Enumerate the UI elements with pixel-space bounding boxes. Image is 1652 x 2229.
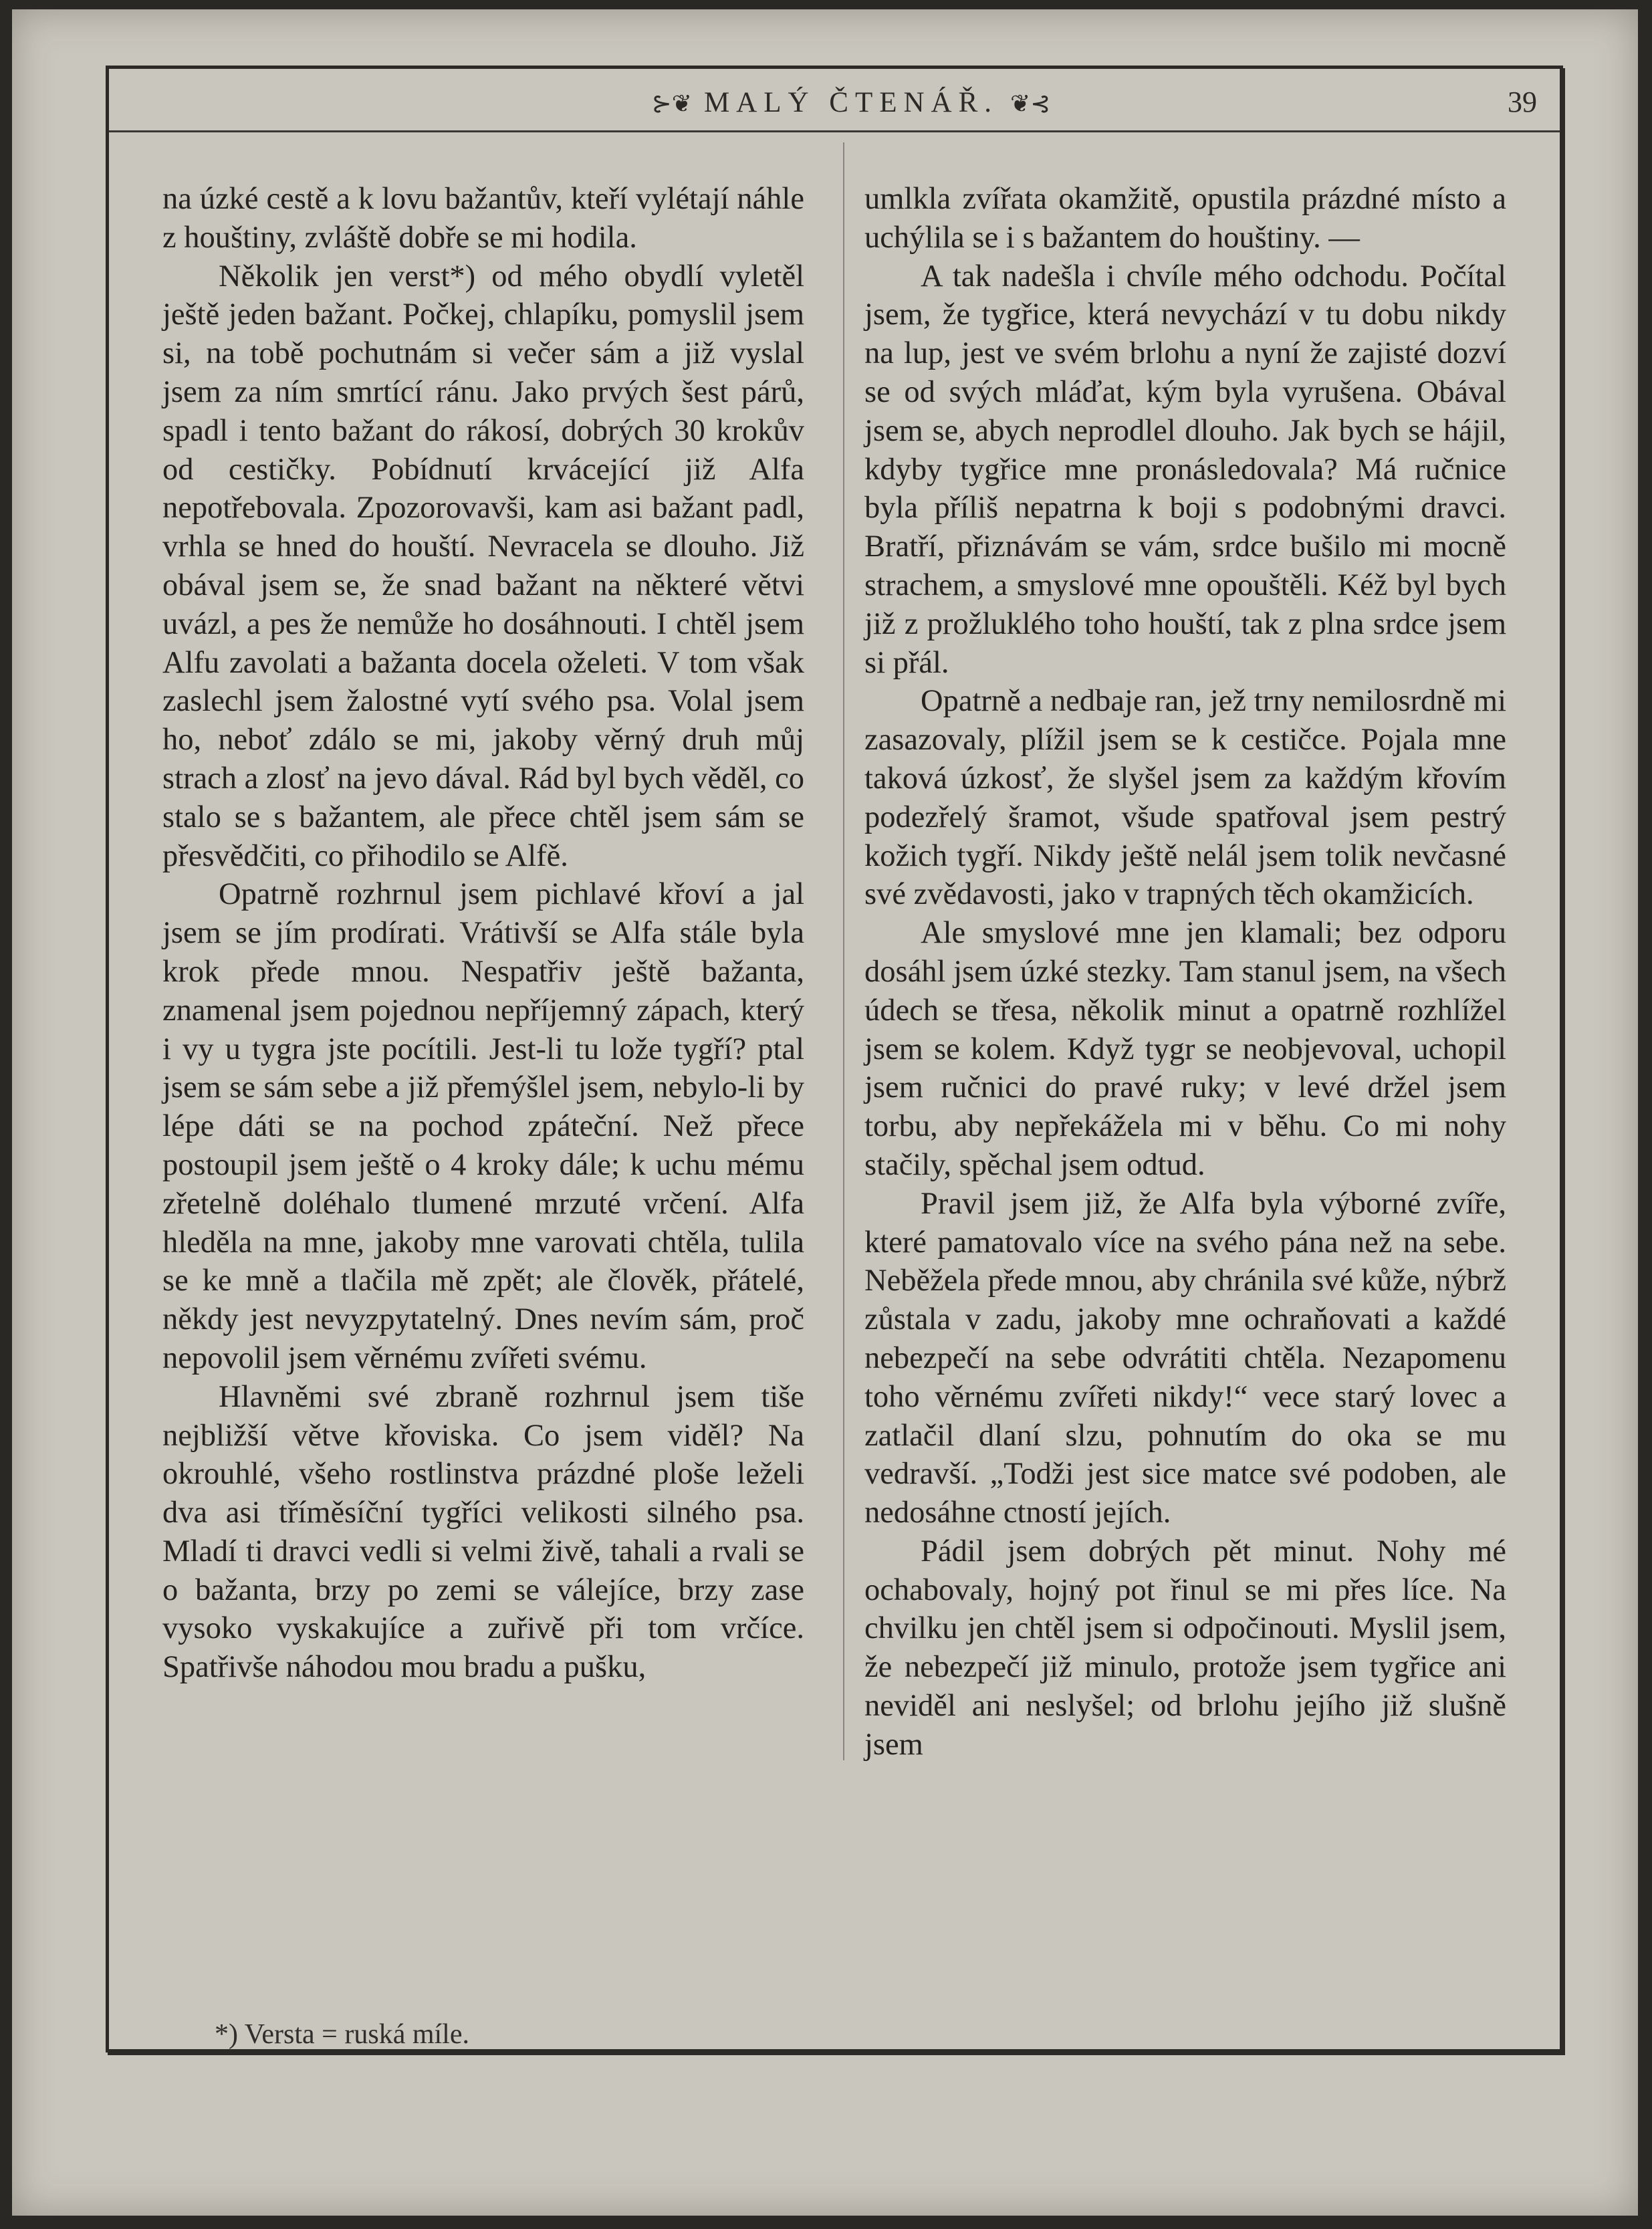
- running-header: [109, 69, 1560, 132]
- title-text: MALÝ ČTENÁŘ.: [703, 87, 999, 118]
- paragraph: Opatrně a nedbaje ran, jež trny nemilosrdně mi zasazovaly, plížil jsem se k cestičce. Pojala mne taková úzkosť, že slyšel jsem za každým křovím podezřelý šramot, všude spatřoval jsem pestrý kožich tygří. Nikdy ještě nelál jsem tolik nevčasné své zvědavosti, jako v trapných těch okamžicích.: [864, 684, 1506, 912]
- page-number: 39: [1508, 86, 1537, 118]
- ornament-right-icon: ❦⊰: [1010, 90, 1051, 117]
- column-divider: [843, 142, 844, 1760]
- ornament-left-icon: ⊱❦: [651, 90, 692, 117]
- paragraph: umlkla zvířata okamžitě, opustila prázdné místo a uchýlila se i s bažantem do houštiny. —: [864, 182, 1506, 255]
- paragraph: Několik jen verst*) od mého obydlí vyletěl ještě jeden bažant. Počkej, chlapíku, pomyslil jsem si, na tobě pochutnám si večer sám a již vyslal jsem za ním smrtící ránu. Jako prvých šest párů, spadl i tento bažant do rákosí, dobrých 30 krokův od cestičky. Pobídnutí krvácející již Alfa nepotřebovala. Zpozorovavši, kam asi bažant padl, vrhla se hned do houští. Nevracela se dlouho. Již obával jsem se, že snad bažant na některé větvi uvázl, a pes že nemůže ho dosáhnouti. I chtěl jsem Alfu zavolati a bažanta docela oželeti. V tom však zaslechl jsem žalostné vytí svého psa. Volal jsem ho, neboť zdálo se mi, jakoby věrný druh můj strach a zlosť na jevo dával. Rád byl bych věděl, co stalo se s bažantem, ale přece chtěl jsem sám se přesvědčiti, co přihodilo se Alfě.: [162, 259, 804, 873]
- page-frame: [106, 66, 1563, 2052]
- left-column: [162, 180, 804, 1687]
- footnote: *) Versta = ruská míle.: [215, 2019, 469, 2050]
- right-column: [864, 180, 1506, 1764]
- paragraph: Hlavněmi své zbraně rozhrnul jsem tiše nejbližší větve křoviska. Co jsem viděl? Na okrouhlé, všeho rostlinstva prázdné ploše leželi dva asi tříměsíční tygříci velikosti silného psa. Mladí ti dravci vedli si velmi živě, tahali a rvali se o bažanta, brzy po zemi se válejíce, brzy zase vysoko vyskakujíce a zuřivě při tom vrčíce. Spatřivše náhodou mou bradu a pušku,: [162, 1379, 804, 1685]
- paragraph: Pravil jsem již, že Alfa byla výborné zvíře, které pamatovalo více na svého pána než na sebe. Neběžela přede mnou, aby chránila své kůže, nýbrž zůstala v zadu, jakoby mne ochraňovati a každé nebezpečí na sebe odvrátiti chtěla. Nezapomenu toho věrnému zvířeti nikdy!“ vece starý lovec a zatlačil dlaní slzu, pohnutím do oka se mu vedravší. „Todži jest sice matce své podoben, ale nedosáhne ctností jejích.: [864, 1186, 1506, 1530]
- paragraph: Ale smyslové mne jen klamali; bez odporu dosáhl jsem úzké stezky. Tam stanul jsem, na všech údech se třesa, několik minut a opatrně rozhlížel jsem se kolem. Když tygr se neobjevoval, uchopil jsem ručnici do pravé ruky; v levé držel jsem torbu, aby nepřekážela mi v běhu. Co mi nohy stačily, spěchal jsem odtud.: [864, 916, 1506, 1182]
- book-page: [12, 9, 1638, 2216]
- paragraph: A tak nadešla i chvíle mého odchodu. Počítal jsem, že tygřice, která nevychází v tu dobu nikdy na lup, jest ve svém brlohu a nyní že zajisté dozví se od svých mláďat, kým byla vyrušena. Obával jsem se, abych neprodlel dlouho. Jak bych se hájil, kdyby tygřice mne pronásledovala? Má ručnice byla příliš nepatrna k boji s podobnými dravci. Bratří, přiznávám se vám, srdce bušilo mi mocně strachem, a smyslové mne opouštěli. Kéž byl bych již z prožluklého toho houští, tak z plna srdce jsem si přál.: [864, 259, 1506, 680]
- magazine-title: [577, 86, 1125, 119]
- paragraph: na úzké cestě a k lovu bažantův, kteří vylétají náhle z houštiny, zvláště dobře se mi hodila.: [162, 182, 804, 255]
- paragraph: Opatrně rozhrnul jsem pichlavé křoví a jal jsem se jím prodírati. Vrátivší se Alfa stále byla krok přede mnou. Nespatřiv ještě bažanta, znamenal jsem pojednou nepříjemný zápach, který i vy u tygra jste pocítili. Jest-li tu lože tygří? ptal jsem se sám sebe a již přemýšlel jsem, nebylo-li by lépe dáti se na pochod zpáteční. Než přece postoupil jsem ještě o 4 kroky dále; k uchu mému zřetelně doléhalo tlumené mrzuté vrčení. Alfa hleděla na mne, jakoby mne varovati chtěla, tulila se ke mně a tlačila mě zpět; ale člověk, přátelé, někdy jest nevyzpytatelný. Dnes nevím sám, proč nepovolil jsem věrnému zvířeti svému.: [162, 877, 804, 1375]
- paragraph: Pádil jsem dobrých pět minut. Nohy mé ochabovaly, hojný pot řinul se mi přes líce. Na chvilku jen chtěl jsem si odpočinouti. Myslil jsem, že nebezpečí již minulo, protože jsem tygřice ani neviděl ani neslyšel; od brlohu jejího již slušně jsem: [864, 1534, 1506, 1762]
